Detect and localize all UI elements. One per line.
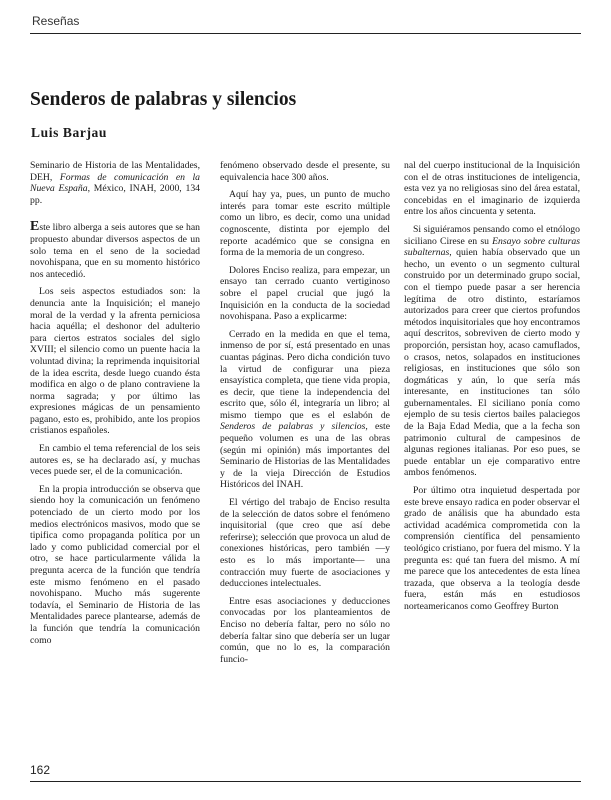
- article-author: Luis Barjau: [31, 125, 107, 140]
- paragraph: [30, 219, 200, 280]
- paragraph: [404, 224, 580, 479]
- paragraph: El vértigo del trabajo de Enciso resulta de la selección de datos sobre el fenómeno inquisitorial (que creo que así debe referirse); selección que provoca un alud de conexiones históricas, pero también —y esto es lo más importante— una contracción muy fuerte de asociaciones y deducciones intelectuales.: [220, 497, 390, 590]
- paragraph: Por último otra inquietud despertada por este breve ensayo radica en poder observar el grado de análisis que ha abundado esta actividad académica comprometida con la comprensión científica del pensamiento teológico cristiano, por fuera del mismo. Y la pregunta es: qué tan fuera del mismo. A mí me parece que los antecedentes de esta línea trazada, que observa a la teología desde fuera, están más en estudiosos norteamericanos como Geoffrey Burton: [404, 485, 580, 612]
- header-rule: [30, 33, 581, 34]
- paragraph: fenómeno observado desde el presente, su equivalencia hace 300 años.: [220, 160, 390, 183]
- paragraph: Los seis aspectos estudiados son: la denuncia ante la Inquisición; el manejo moral de la verdad y la afrenta perniciosa hacia aquélla; el deshonor del adulterio para ciertos estratos sociales del siglo XVIII; el silencio como un puente hacia la voluntad divina; la reprimenda inquisitorial de la idea escrita, desde luego cuando ésta modifica en algo o de plano contraviene la norma sagrada; y por último las expresiones mágicas de un pensamiento pagano, esto es, prohibido, ante los propios cristianos españoles.: [30, 286, 200, 437]
- paragraph: nal del cuerpo institucional de la Inquisición con el de otras instituciones de inteligencia, esta vez ya no religiosas sino del área estatal, concebidas en el imaginario de izquierda entre los años cincuenta y setenta.: [404, 160, 580, 218]
- reference-text-end: , México, INAH, 2000, 134 pp.: [30, 183, 201, 206]
- essay-title-italic: Ensayo sobre culturas subalternas: [404, 235, 580, 259]
- paragraph-text: Cerrado en la medida en que el tema, inmenso de por sí, está presentado en unas cuantas páginas. Pero dicha condición tuvo la virtud de configurar una pieza ensayística completa, que tiene vida propia, es decir, que tiene la independencia del escrito que, sólo él, integraría un libro; al mismo tiempo que es el eslabón de: [220, 328, 390, 421]
- paragraph: En cambio el tema referencial de los seis autores es, se ha declarado así, y muchas veces puede ser, el de la comunicación.: [30, 443, 200, 478]
- paragraph: Dolores Enciso realiza, para empezar, un ensayo tan cerrado cuanto vertiginoso sobre el papel crucial que jugó la Inquisición en la conducta de la sociedad novohispana. Paso a explicarme:: [220, 264, 390, 323]
- book-title-italic: Senderos de palabras y silencios: [220, 421, 366, 433]
- page-number: 162: [30, 763, 51, 777]
- paragraph: Aquí hay ya, pues, un punto de mucho interés para tomar este escrito múltiple como un libro, es decir, como una unidad cognoscente, distinta por ejemplo del reporte académico que se consigna en forma de la memoria de un congreso.: [220, 189, 390, 259]
- drop-cap: E: [30, 219, 40, 235]
- column-1: [30, 160, 200, 652]
- article-title: Senderos de palabras y silencios: [30, 89, 297, 110]
- paragraph-text: Si siguiéramos pensando como el etnólogo siciliano Cirese en su: [404, 223, 580, 247]
- paragraph-text: , quien había observado que un hecho, un evento o un segmento cultural construido por un determinado grupo social, con el tiempo puede pasar a ser herencia legítima de otro distinto, estaríamos autorizados para creer que ciertos profundos métodos inquisitoriales que hoy encontramos aquí descritos, sobreviven de cierto modo y proporción, persistan hoy, acaso camuflados, o crasos, netos, solapados en instituciones religiosas, en instituciones que sólo son dogmáticas y aún, lo que sería más interesante, en instituciones tan sólo gubernamentales. El siciliano ponía como ejemplo de su tesis ciertos bailes palaciegos de la Baja Edad Media, que a la fecha son patrimonio cultural de campesinos de algunas regiones italianas. Por eso pues, se puede entablar un eje comparativo entre ambos fenómenos.: [404, 247, 580, 479]
- reference-book-title: Formas de comunicación en la Nueva España: [30, 171, 200, 195]
- section-label: Reseñas: [32, 14, 80, 28]
- paragraph-text: , este pequeño volumen es una de las obras (según mi opinión) más importantes del Seminario de Historias de las Mentalidades y de la vieja Dirección de Estudios Históricos del INAH.: [220, 421, 391, 491]
- column-3: [404, 160, 580, 619]
- footer-rule: [30, 781, 581, 782]
- book-reference: [30, 160, 200, 206]
- paragraph: [220, 329, 390, 491]
- column-2: [220, 160, 390, 671]
- paragraph: Entre esas asociaciones y deducciones convocadas por los planteamientos de Enciso no debería faltar, pero no sólo no debería faltar sino que debería ser un lugar común, que no lo es, la comparación funcio-: [220, 595, 390, 665]
- paragraph-text: ste libro alberga a seis autores que se han propuesto abundar diversos aspectos de un solo tema en el seno de la sociedad novohispana, que en su momento histórico nos antecedió.: [30, 222, 200, 280]
- reference-text: Seminario de Historia de las Mentalidades, DEH,: [30, 160, 200, 183]
- paragraph: En la propia introducción se observa que siendo hoy la comunicación un fenómeno potenciado de un cierto modo por los medios electrónicos masivos, modo que se tipifica como propaganda política por un lado y como publicidad comercial por el otro, se hace particularmente válida la pregunta acerca de la función que tendría este mismo fenómeno en el pasado novohispano. Mucho más sugerente todavía, el Seminario de Historia de las Mentalidades parece plantearse, además de la función que tendría la comunicación como: [30, 483, 200, 646]
